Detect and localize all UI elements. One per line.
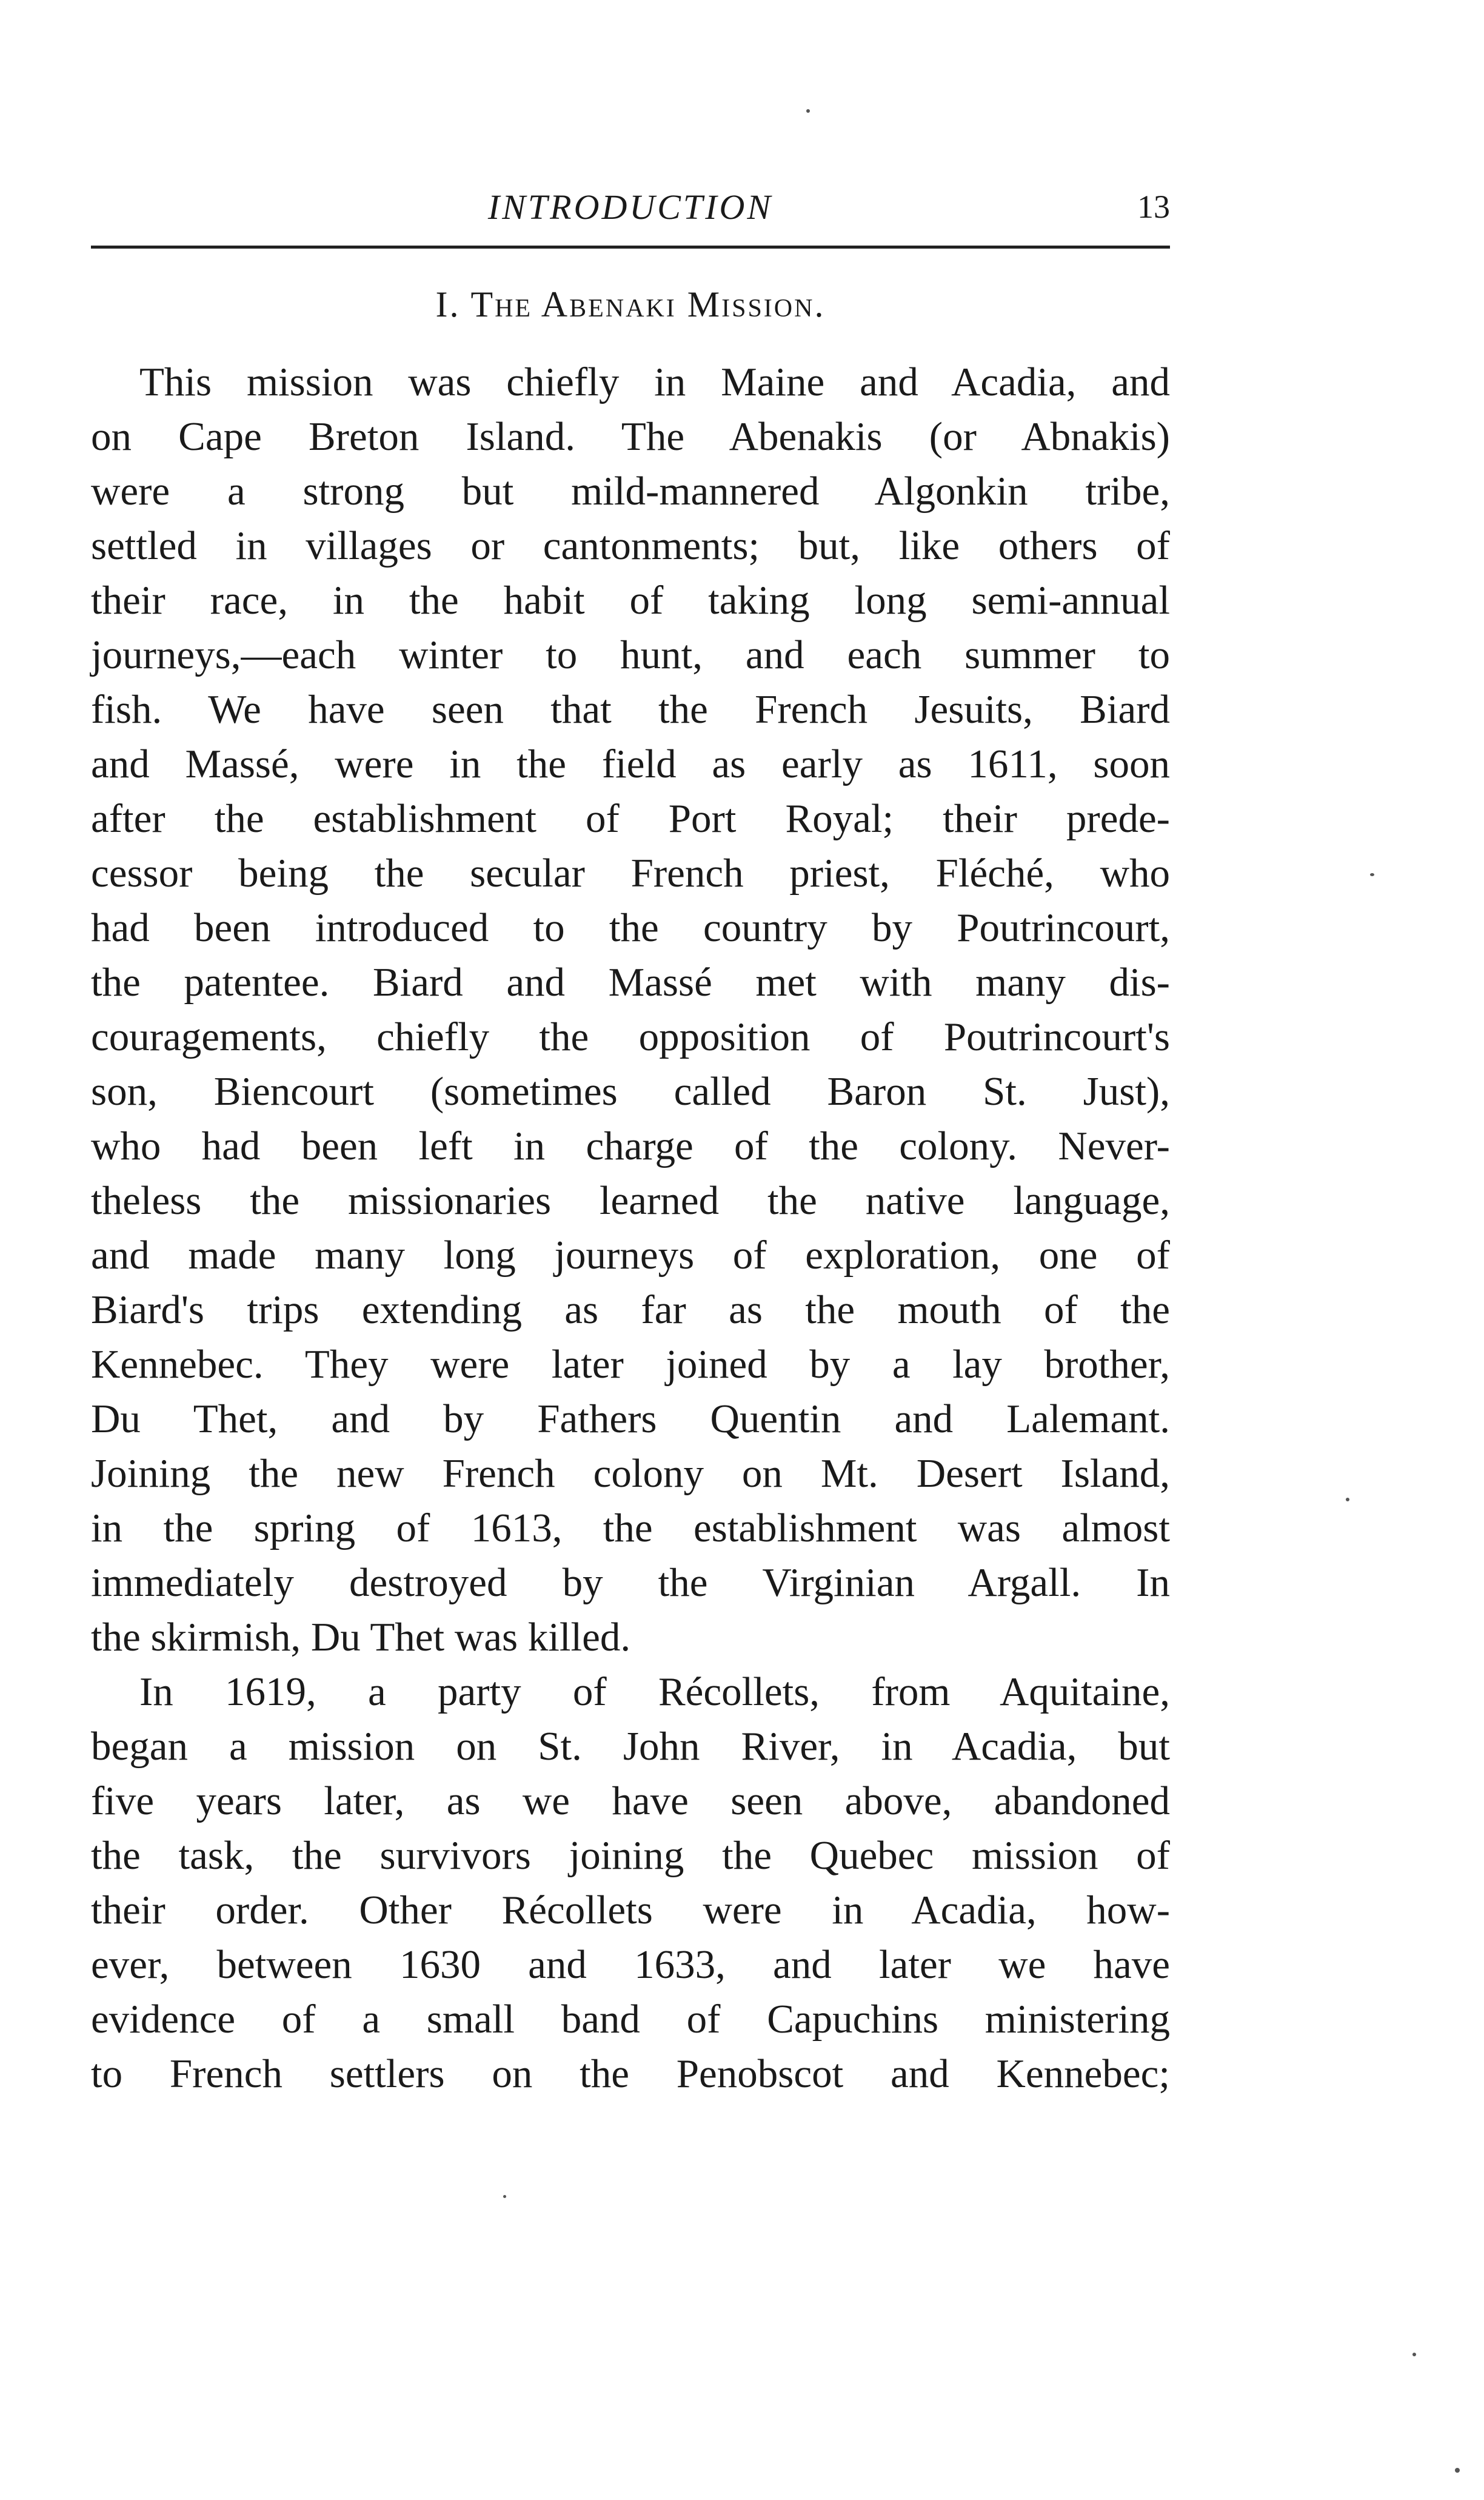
scan-speck [1370,873,1374,876]
text-line: were a strong but mild-mannered Algonkin tribe, [91,469,1170,514]
text-line: This mission was chiefly in Maine and Acadia, and [139,360,1170,404]
text-line: five years later, as we have seen above, abandoned [91,1778,1170,1823]
section-heading: I. The Abenaki Mission. [435,284,826,324]
text-line: and Massé, were in the field as early as 1611, soon [91,742,1170,786]
body-text [91,355,1170,2101]
text-line: on Cape Breton Island. The Abenakis (or Abnakis) [91,414,1170,459]
scan-speck [806,109,810,113]
scan-speck [503,2195,506,2198]
running-title: INTRODUCTION [487,187,774,227]
text-line: and made many long journeys of exploration, one of [91,1233,1170,1278]
running-head [91,182,1170,236]
scan-speck [1455,2468,1460,2473]
text-line: fish. We have seen that the French Jesuits, Biard [91,687,1170,732]
text-line: who had been left in charge of the colony. Never- [91,1124,1170,1168]
text-line: Kennebec. They were later joined by a lay brother, [91,1342,1170,1387]
page-number: 13 [1137,189,1170,225]
text-line: the patentee. Biard and Massé met with many dis- [91,960,1170,1005]
header-rule [91,246,1170,249]
text-line: son, Biencourt (sometimes called Baron St. Just), [91,1069,1170,1114]
text-line: their order. Other Récollets were in Acadia, how- [91,1888,1170,1932]
text-line: the task, the survivors joining the Quebec mission of [91,1833,1170,1878]
paragraph-1 [91,355,1170,1664]
scan-speck [1346,1498,1349,1501]
text-line: Du Thet, and by Fathers Quentin and Lalemant. [91,1396,1170,1441]
text-line: in the spring of 1613, the establishment was almost [91,1506,1170,1550]
text-line: couragements, chiefly the opposition of Poutrincourt's [91,1014,1170,1059]
text-line: to French settlers on the Penobscot and Kennebec; [91,2051,1170,2096]
text-line: theless the missionaries learned the native language, [91,1178,1170,1223]
text-line: cessor being the secular French priest, Fléché, who [91,851,1170,896]
text-line: In 1619, a party of Récollets, from Aquitaine, [139,1669,1170,1714]
text-line: the skirmish, Du Thet was killed. [91,1615,631,1660]
scan-speck [1412,2353,1416,2356]
text-line: journeys,—each winter to hunt, and each summer to [91,632,1170,677]
text-line: had been introduced to the country by Poutrincourt, [91,905,1170,950]
paragraph-2 [91,1664,1170,2101]
text-line: Biard's trips extending as far as the mouth of the [91,1287,1170,1332]
text-line: evidence of a small band of Capuchins ministering [91,1997,1170,2042]
text-line: after the establishment of Port Royal; their prede- [91,796,1170,841]
text-line: their race, in the habit of taking long semi-annual [91,578,1170,623]
text-line: Joining the new French colony on Mt. Desert Island, [91,1451,1170,1496]
text-line: began a mission on St. John River, in Acadia, but [91,1724,1170,1769]
text-line: ever, between 1630 and 1633, and later we have [91,1942,1170,1987]
text-line: immediately destroyed by the Virginian Argall. In [91,1560,1170,1605]
text-line: settled in villages or cantonments; but, like others of [91,523,1170,568]
